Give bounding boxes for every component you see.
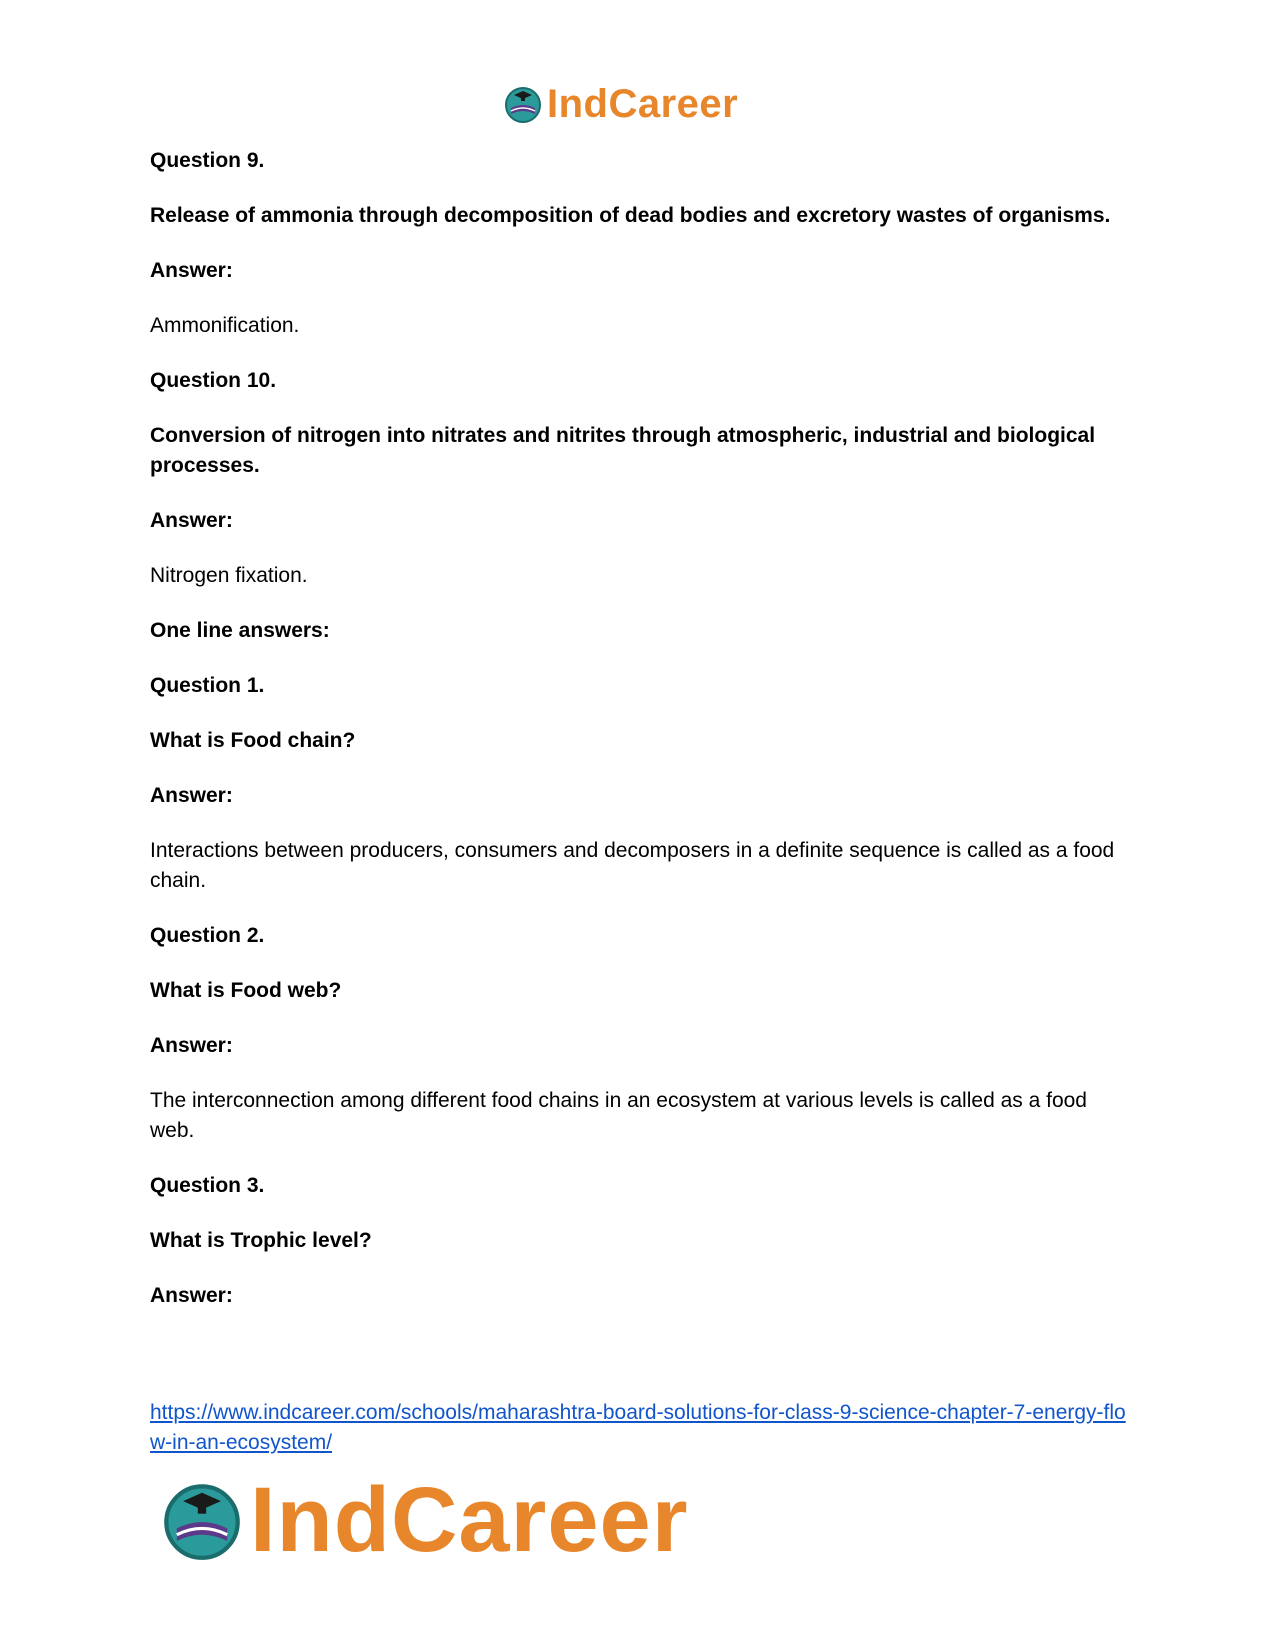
question-text: What is Trophic level? xyxy=(150,1229,372,1252)
question-text: Conversion of nitrogen into nitrates and nitrites through atmospheric, industrial and biological processes. xyxy=(150,424,1096,477)
logo-text: IndCareer xyxy=(547,82,739,126)
answer-label: Answer: xyxy=(150,1284,233,1307)
answer-text: The interconnection among different food chains in an ecosystem at various levels is called as a food web. xyxy=(150,1089,1087,1142)
header-logo xyxy=(503,80,738,128)
answer-label: Answer: xyxy=(150,259,233,282)
answer-text: Interactions between producers, consumers and decomposers in a definite sequence is called as a food chain. xyxy=(150,839,1115,892)
question-label: Question 1. xyxy=(150,674,265,697)
globe-book-icon xyxy=(160,1478,244,1562)
source-link[interactable]: https://www.indcareer.com/schools/maharashtra-board-solutions-for-class-9-science-chapter-7-energy-flow-in-an-ecosystem/ xyxy=(150,1401,1126,1454)
answer-text: Ammonification. xyxy=(150,314,300,337)
answer-text: Nitrogen fixation. xyxy=(150,564,308,587)
question-label: Question 10. xyxy=(150,369,277,392)
question-text: Release of ammonia through decomposition of dead bodies and excretory wastes of organisms. xyxy=(150,204,1111,227)
question-text: What is Food chain? xyxy=(150,729,356,752)
answer-label: Answer: xyxy=(150,784,233,807)
footer-logo xyxy=(160,1470,689,1570)
question-label: Question 3. xyxy=(150,1174,265,1197)
question-label: Question 9. xyxy=(150,149,265,172)
question-label: Question 2. xyxy=(150,924,265,947)
document-body xyxy=(150,146,1135,1336)
globe-book-icon xyxy=(503,84,543,124)
section-title: One line answers: xyxy=(150,619,330,642)
question-text: What is Food web? xyxy=(150,979,342,1002)
answer-label: Answer: xyxy=(150,1034,233,1057)
answer-label: Answer: xyxy=(150,509,233,532)
logo-text: IndCareer xyxy=(250,1469,689,1571)
